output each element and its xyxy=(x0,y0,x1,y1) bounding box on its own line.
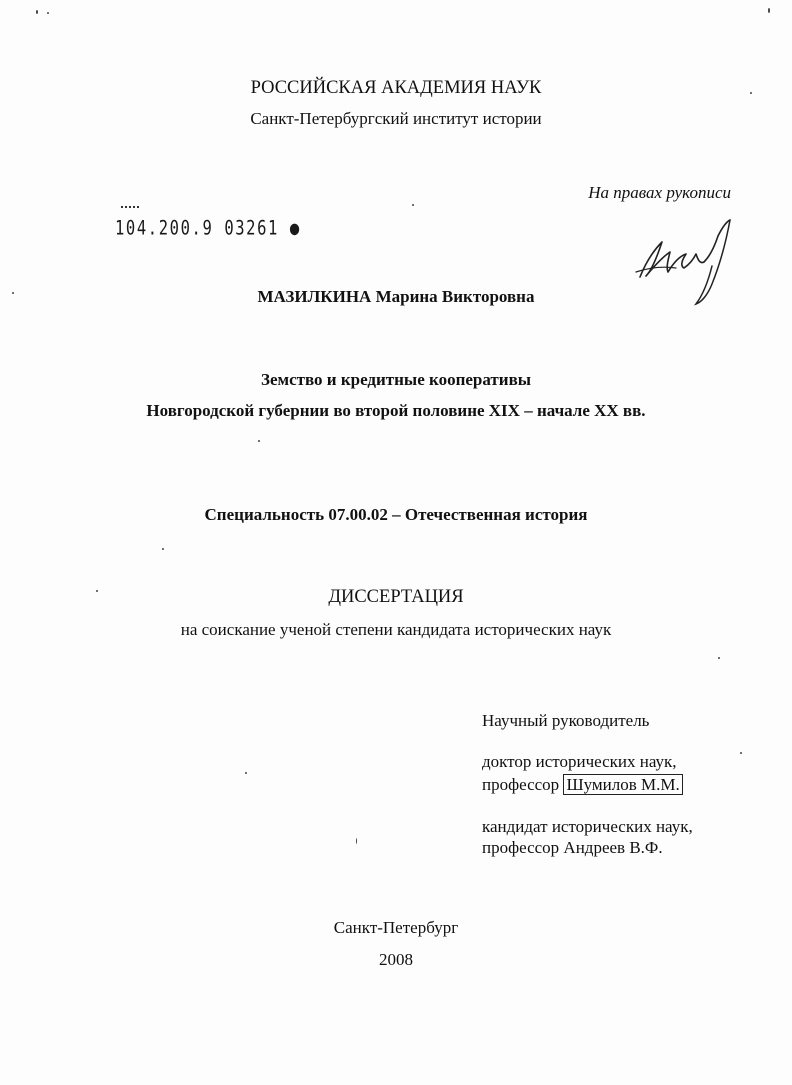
organization-heading: РОССИЙСКАЯ АКАДЕМИЯ НАУК xyxy=(250,78,542,98)
scan-speck xyxy=(96,590,98,592)
scan-speck xyxy=(47,12,49,14)
scan-speck xyxy=(768,8,770,13)
manuscript-rights-note: На правах рукописи xyxy=(588,183,731,202)
scan-speck xyxy=(718,657,720,659)
supervisor-heading: Научный руководитель xyxy=(482,711,650,730)
scan-speck xyxy=(356,838,357,844)
registration-stamp xyxy=(115,217,301,240)
scan-speck xyxy=(740,752,742,754)
scan-speck xyxy=(162,548,164,550)
supervisor-1-title-name xyxy=(482,775,683,795)
scan-speck xyxy=(36,10,38,14)
degree-purpose: на соискание ученой степени кандидата исторических наук xyxy=(180,620,612,639)
stamp-dots xyxy=(121,206,139,208)
scan-speck xyxy=(750,92,752,94)
supervisor-2-title-name: профессор Андреев В.Ф. xyxy=(482,838,663,857)
scan-speck xyxy=(12,292,14,294)
city: Санкт-Петербург xyxy=(333,918,459,937)
work-type-heading: ДИССЕРТАЦИЯ xyxy=(328,587,464,607)
author-name: МАЗИЛКИНА Марина Викторовна xyxy=(257,287,535,306)
institute-name: Санкт-Петербургский институт истории xyxy=(250,109,542,128)
supervisor-1-degree: доктор исторических наук, xyxy=(482,752,677,771)
scan-speck xyxy=(258,440,260,442)
scan-speck xyxy=(412,204,414,206)
stamp-bullet-icon: ● xyxy=(278,217,301,240)
dissertation-title-line-2: Новгородской губернии во второй половине XIX – начале XX вв. xyxy=(146,401,646,420)
supervisor-1-title: профессор xyxy=(482,775,560,794)
registration-number: 104.200.9 03261 xyxy=(115,217,279,240)
dissertation-title-line-1: Земство и кредитные кооперативы xyxy=(260,370,532,389)
supervisor-2-degree: кандидат исторических наук, xyxy=(482,817,693,836)
scan-speck xyxy=(245,772,247,774)
year: 2008 xyxy=(379,950,413,969)
supervisor-1-name: Шумилов М.М. xyxy=(563,774,682,795)
specialty: Специальность 07.00.02 – Отечественная история xyxy=(204,505,588,524)
